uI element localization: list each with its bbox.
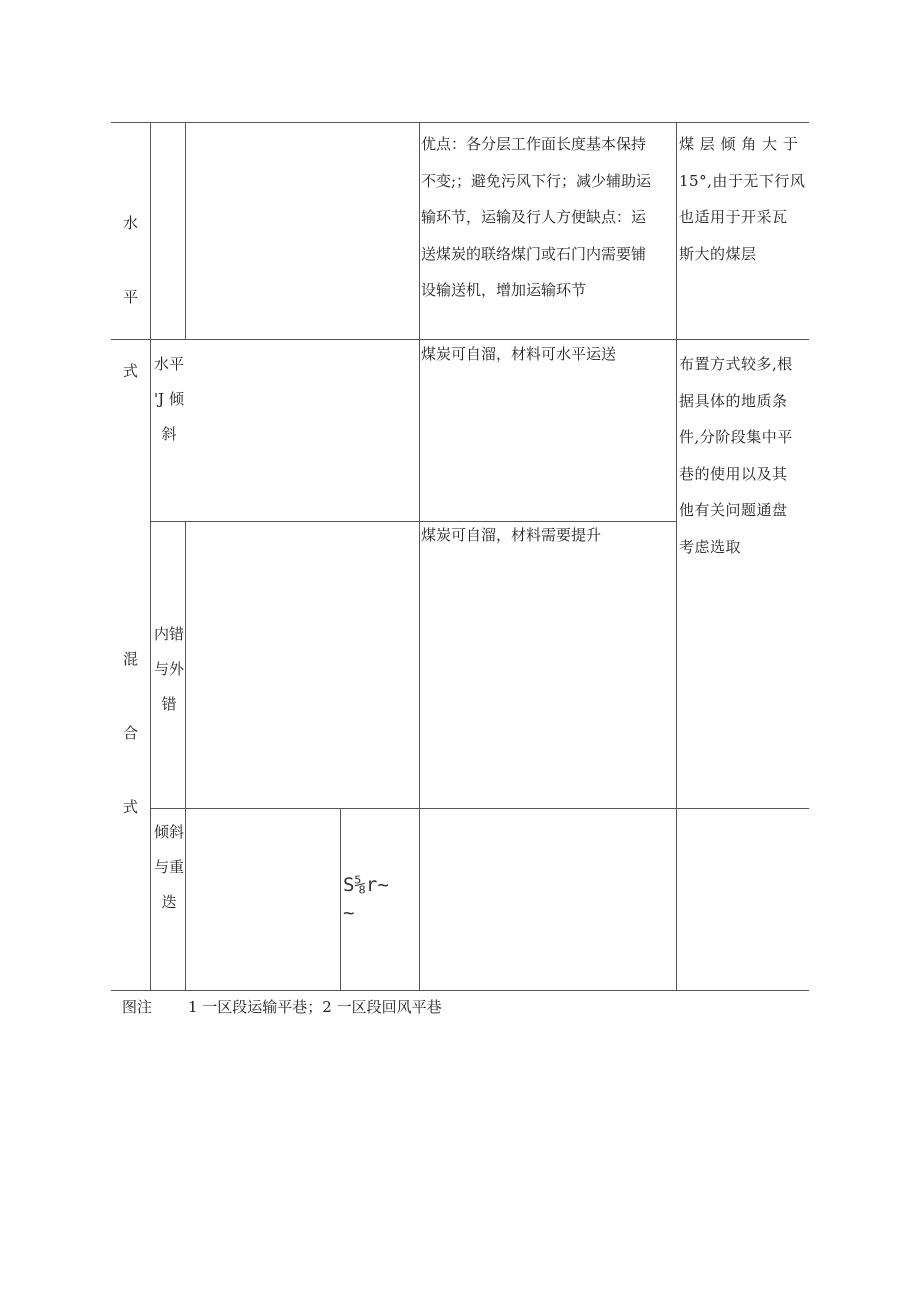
caption-text: 1 一区段运输平巷；2 一区段回风平巷 [188, 998, 442, 1016]
label-line: 错 [161, 695, 177, 713]
text-line: 不变;；避免污风下行；减少辅助运 [421, 171, 652, 190]
category-char: 水 [122, 214, 138, 232]
table-top-border [111, 122, 809, 123]
text-line: 15°,由于无下行风 [679, 171, 806, 190]
text-line: 优点：各分层工作面长度基本保持 [421, 135, 647, 153]
advantages-text [421, 126, 651, 309]
text-line: 输环节，运输及行人方便缺点：运 [421, 208, 647, 226]
col-divider-3 [419, 122, 420, 990]
diagram-residue-text [343, 871, 389, 927]
sub-row-divider-2 [150, 808, 809, 809]
text-line: 他有关问题通盘 [679, 501, 788, 519]
label-line: 与外 [153, 660, 184, 678]
col-divider-2-top [185, 122, 186, 339]
text-line: 巷的使用以及其 [679, 464, 788, 483]
category-char: 式 [122, 362, 138, 380]
text-line: 件,分阶段集中平 [679, 428, 793, 446]
text-line: S⅝r~ [343, 874, 389, 896]
col-divider-4 [676, 122, 677, 990]
text-line: 斯大的煤层 [679, 244, 757, 263]
diagram-col-divider [340, 808, 341, 990]
category-horizontal [111, 168, 150, 427]
label-line: 倾斜 [153, 823, 184, 841]
features-sub2: 煤炭可自溜，材料需要提升 [421, 526, 602, 544]
label-line: 斜 [161, 425, 177, 443]
text-line: 据具体的地质条 [679, 391, 788, 410]
sub-label-inner-outer [152, 617, 186, 722]
sub-label-incline-overlap [152, 815, 186, 920]
text-line: 也适用于开采瓦 [679, 208, 788, 226]
category-mixed [111, 604, 150, 863]
sub-label-horizontal-incline [152, 347, 186, 452]
conditions-horizontal [679, 126, 805, 272]
table-bottom-border [111, 990, 809, 991]
label-line: 迭 [161, 893, 177, 911]
caption-label: 图注 [122, 998, 153, 1016]
conditions-mixed [679, 346, 793, 565]
text-line: 煤 层 倾 角 大 于 [679, 135, 799, 153]
category-char: 平 [122, 288, 138, 306]
category-char: 合 [122, 724, 138, 742]
features-sub1: 煤炭可自溜，材料可水平运送 [421, 345, 617, 363]
text-line: ~ [343, 902, 355, 924]
text-line: 送煤炭的联络煤门或石门内需要铺 [421, 244, 647, 263]
label-line: 水平 [153, 355, 184, 373]
col-divider-1 [150, 122, 151, 990]
text-line: 设输送机，增加运输环节 [421, 281, 587, 299]
label-line: 内错 [153, 625, 184, 643]
category-char: 混 [122, 650, 138, 668]
text-line: 布置方式较多,根 [679, 355, 793, 373]
label-line: 'J 倾 [154, 390, 184, 408]
label-line: 与重 [153, 858, 184, 876]
category-char: 式 [122, 798, 138, 816]
text-line: 考虑选取 [679, 537, 742, 556]
